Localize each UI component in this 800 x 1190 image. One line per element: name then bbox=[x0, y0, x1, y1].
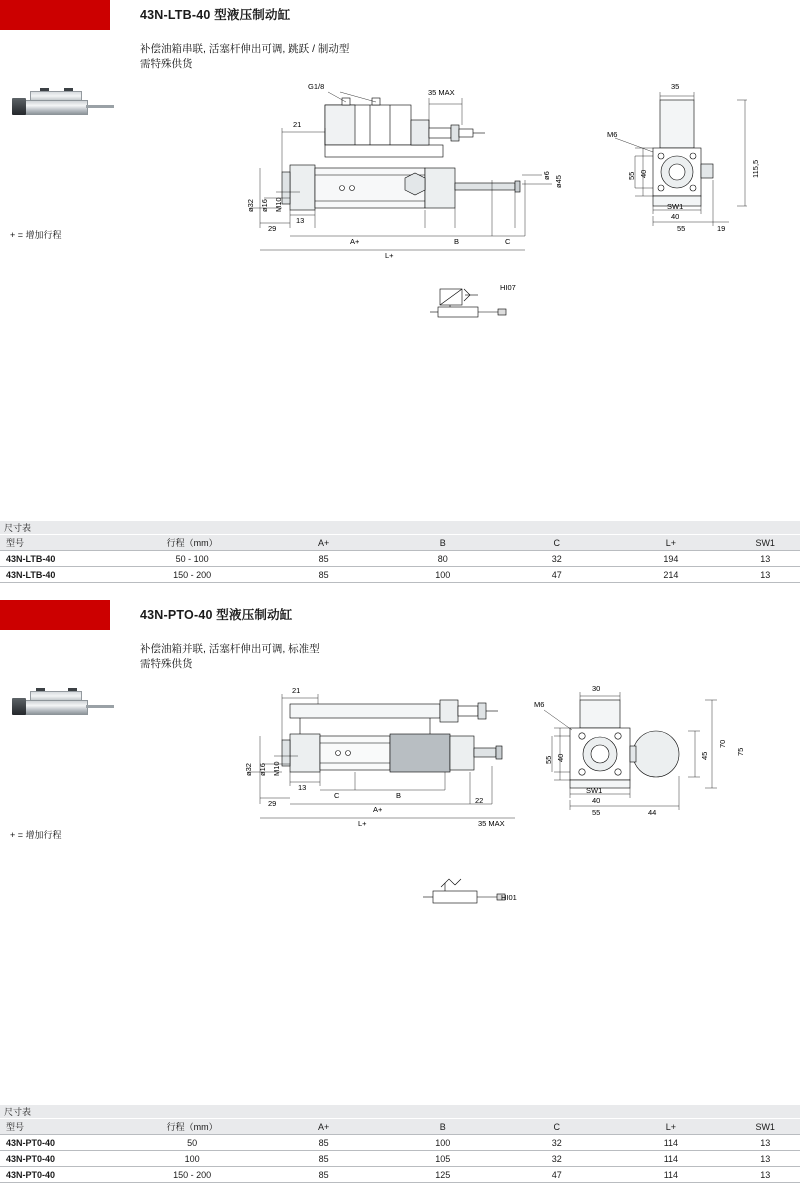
cell-a: 85 bbox=[264, 551, 383, 567]
cell-sw1: 13 bbox=[730, 551, 800, 567]
technical-drawing-pto40 bbox=[230, 686, 530, 866]
label-side-35: 35 bbox=[671, 82, 680, 91]
label-45: 45 bbox=[700, 751, 709, 760]
label-30: 30 bbox=[592, 684, 601, 693]
cell-c: 32 bbox=[502, 1135, 611, 1151]
label-g18: G1/8 bbox=[308, 82, 325, 91]
hydraulic-symbol-pto40 bbox=[415, 875, 535, 915]
photo-end-cap bbox=[12, 698, 26, 715]
label-c: C bbox=[505, 237, 511, 246]
end-view-drawing-ltb40 bbox=[595, 80, 775, 280]
label-dia45: ø45 bbox=[554, 175, 563, 188]
label-40-bottom: 40 bbox=[671, 212, 680, 221]
label-dia32: ø32 bbox=[244, 763, 253, 776]
cell-c: 32 bbox=[502, 1151, 611, 1167]
label-b: B bbox=[396, 791, 402, 800]
table-caption-pto40: 尺寸表 bbox=[0, 1105, 800, 1119]
cell-a: 85 bbox=[264, 567, 383, 583]
label-c: C bbox=[334, 791, 340, 800]
label-a-plus: A+ bbox=[373, 805, 383, 814]
cell-model: 43N-PT0-40 bbox=[0, 1135, 120, 1151]
col-header-c: C bbox=[502, 1119, 611, 1135]
col-header-c: C bbox=[502, 535, 611, 551]
label-m6: M6 bbox=[607, 130, 618, 139]
product-photo-pto40 bbox=[6, 678, 126, 738]
cell-a: 85 bbox=[264, 1135, 383, 1151]
cell-c: 47 bbox=[502, 1167, 611, 1183]
table-row bbox=[0, 1135, 800, 1151]
red-accent-bar bbox=[0, 0, 110, 30]
cell-a: 85 bbox=[264, 1151, 383, 1167]
label-dia6: ø6 bbox=[542, 171, 551, 180]
col-header-model: 型号 bbox=[0, 535, 120, 551]
col-header-model: 型号 bbox=[0, 1119, 120, 1135]
cell-travel: 150 - 200 bbox=[120, 1167, 264, 1183]
label-sw1: SW1 bbox=[667, 202, 684, 211]
label-symbol-hi01: HI01 bbox=[501, 893, 517, 902]
cell-l: 194 bbox=[611, 551, 730, 567]
cell-model: 43N-LTB-40 bbox=[0, 551, 120, 567]
section-desc-line2-pto40: 需特殊供货 bbox=[140, 658, 193, 670]
page-title-ltb40: 43N-LTB-40 型液压制动缸 bbox=[140, 8, 291, 22]
label-m10: M10 bbox=[274, 197, 283, 212]
label-19: 19 bbox=[717, 224, 726, 233]
cell-travel: 50 bbox=[120, 1135, 264, 1151]
label-dia16: ø16 bbox=[258, 763, 267, 776]
photo-cylinder-body bbox=[24, 700, 88, 715]
section-ltb40 bbox=[0, 0, 800, 580]
cell-l: 214 bbox=[611, 567, 730, 583]
cell-c: 32 bbox=[502, 551, 611, 567]
label-55-left: 55 bbox=[627, 171, 636, 180]
label-22: 22 bbox=[475, 796, 484, 805]
label-55-left: 55 bbox=[544, 755, 553, 764]
table-header-row bbox=[0, 535, 800, 551]
section-desc-line1-pto40: 补偿油箱并联, 活塞杆伸出可调, 标准型 bbox=[140, 643, 320, 655]
table-row bbox=[0, 1167, 800, 1183]
label-sw1: SW1 bbox=[586, 786, 603, 795]
label-35max: 35 MAX bbox=[428, 88, 455, 97]
label-symbol-hi07: HI07 bbox=[500, 283, 516, 292]
cell-sw1: 13 bbox=[730, 1151, 800, 1167]
label-44: 44 bbox=[648, 808, 657, 817]
cell-c: 47 bbox=[502, 567, 611, 583]
label-55-bottom: 55 bbox=[677, 224, 686, 233]
dimension-table-pto40 bbox=[0, 1119, 800, 1183]
col-header-a: A+ bbox=[264, 1119, 383, 1135]
label-21: 21 bbox=[293, 120, 302, 129]
cell-b: 80 bbox=[383, 551, 502, 567]
col-header-l: L+ bbox=[611, 535, 730, 551]
label-m10: M10 bbox=[272, 761, 281, 776]
section-header-ltb40 bbox=[0, 0, 800, 40]
col-header-b: B bbox=[383, 1119, 502, 1135]
label-35max: 35 MAX bbox=[478, 819, 505, 828]
label-13: 13 bbox=[298, 783, 307, 792]
photo-end-cap bbox=[12, 98, 26, 115]
col-header-a: A+ bbox=[264, 535, 383, 551]
table-header-row bbox=[0, 1119, 800, 1135]
label-l-plus: L+ bbox=[385, 251, 394, 260]
col-header-travel: 行程（mm） bbox=[120, 535, 264, 551]
table-caption-ltb40: 尺寸表 bbox=[0, 521, 800, 535]
label-40-left: 40 bbox=[556, 753, 565, 762]
page-title-pto40: 43N-PTO-40 型液压制动缸 bbox=[140, 608, 293, 622]
plus-note-pto40: + = 增加行程 bbox=[10, 830, 62, 840]
photo-piston-rod bbox=[86, 105, 114, 108]
section-header-pto40 bbox=[0, 600, 800, 640]
cell-b: 100 bbox=[383, 1135, 502, 1151]
label-29: 29 bbox=[268, 799, 277, 808]
dimension-table-ltb40 bbox=[0, 535, 800, 583]
label-21: 21 bbox=[292, 686, 301, 695]
label-dia16: ø16 bbox=[260, 199, 269, 212]
col-header-sw1: SW1 bbox=[730, 535, 800, 551]
table-row bbox=[0, 567, 800, 583]
section-pto40 bbox=[0, 600, 800, 1180]
label-l-plus: L+ bbox=[358, 819, 367, 828]
label-115-5: 115,5 bbox=[751, 159, 760, 178]
cell-travel: 50 - 100 bbox=[120, 551, 264, 567]
cell-model: 43N-LTB-40 bbox=[0, 567, 120, 583]
cell-l: 114 bbox=[611, 1167, 730, 1183]
end-view-drawing-pto40 bbox=[530, 686, 760, 866]
product-photo-ltb40 bbox=[6, 78, 126, 138]
table-row bbox=[0, 1151, 800, 1167]
col-header-l: L+ bbox=[611, 1119, 730, 1135]
cell-model: 43N-PT0-40 bbox=[0, 1151, 120, 1167]
technical-drawing-ltb40 bbox=[230, 80, 570, 280]
label-75: 75 bbox=[736, 747, 745, 756]
col-header-b: B bbox=[383, 535, 502, 551]
label-29: 29 bbox=[268, 224, 277, 233]
col-header-travel: 行程（mm） bbox=[120, 1119, 264, 1135]
section-desc-line1-ltb40: 补偿油箱串联, 活塞杆伸出可调, 跳跃 / 制动型 bbox=[140, 43, 350, 55]
cell-travel: 100 bbox=[120, 1151, 264, 1167]
label-40-left: 40 bbox=[639, 169, 648, 178]
label-b: B bbox=[454, 237, 460, 246]
cell-a: 85 bbox=[264, 1167, 383, 1183]
photo-cylinder-body bbox=[24, 100, 88, 115]
label-40-bottom: 40 bbox=[592, 796, 601, 805]
red-accent-bar bbox=[0, 600, 110, 630]
label-dia32: ø32 bbox=[246, 199, 255, 212]
cell-b: 100 bbox=[383, 567, 502, 583]
section-desc-line2-ltb40: 需特殊供货 bbox=[140, 58, 193, 70]
table-row bbox=[0, 551, 800, 567]
cell-sw1: 13 bbox=[730, 1167, 800, 1183]
cell-model: 43N-PT0-40 bbox=[0, 1167, 120, 1183]
label-55-bottom: 55 bbox=[592, 808, 601, 817]
cell-sw1: 13 bbox=[730, 1135, 800, 1151]
cell-l: 114 bbox=[611, 1135, 730, 1151]
cell-l: 114 bbox=[611, 1151, 730, 1167]
cell-sw1: 13 bbox=[730, 567, 800, 583]
cell-travel: 150 - 200 bbox=[120, 567, 264, 583]
col-header-sw1: SW1 bbox=[730, 1119, 800, 1135]
photo-piston-rod bbox=[86, 705, 114, 708]
cell-b: 105 bbox=[383, 1151, 502, 1167]
cell-b: 125 bbox=[383, 1167, 502, 1183]
plus-note-ltb40: + = 增加行程 bbox=[10, 230, 62, 240]
hydraulic-symbol-ltb40 bbox=[420, 285, 540, 325]
label-70: 70 bbox=[718, 739, 727, 748]
label-13: 13 bbox=[296, 216, 305, 225]
label-a-plus: A+ bbox=[350, 237, 360, 246]
label-m6: M6 bbox=[534, 700, 545, 709]
